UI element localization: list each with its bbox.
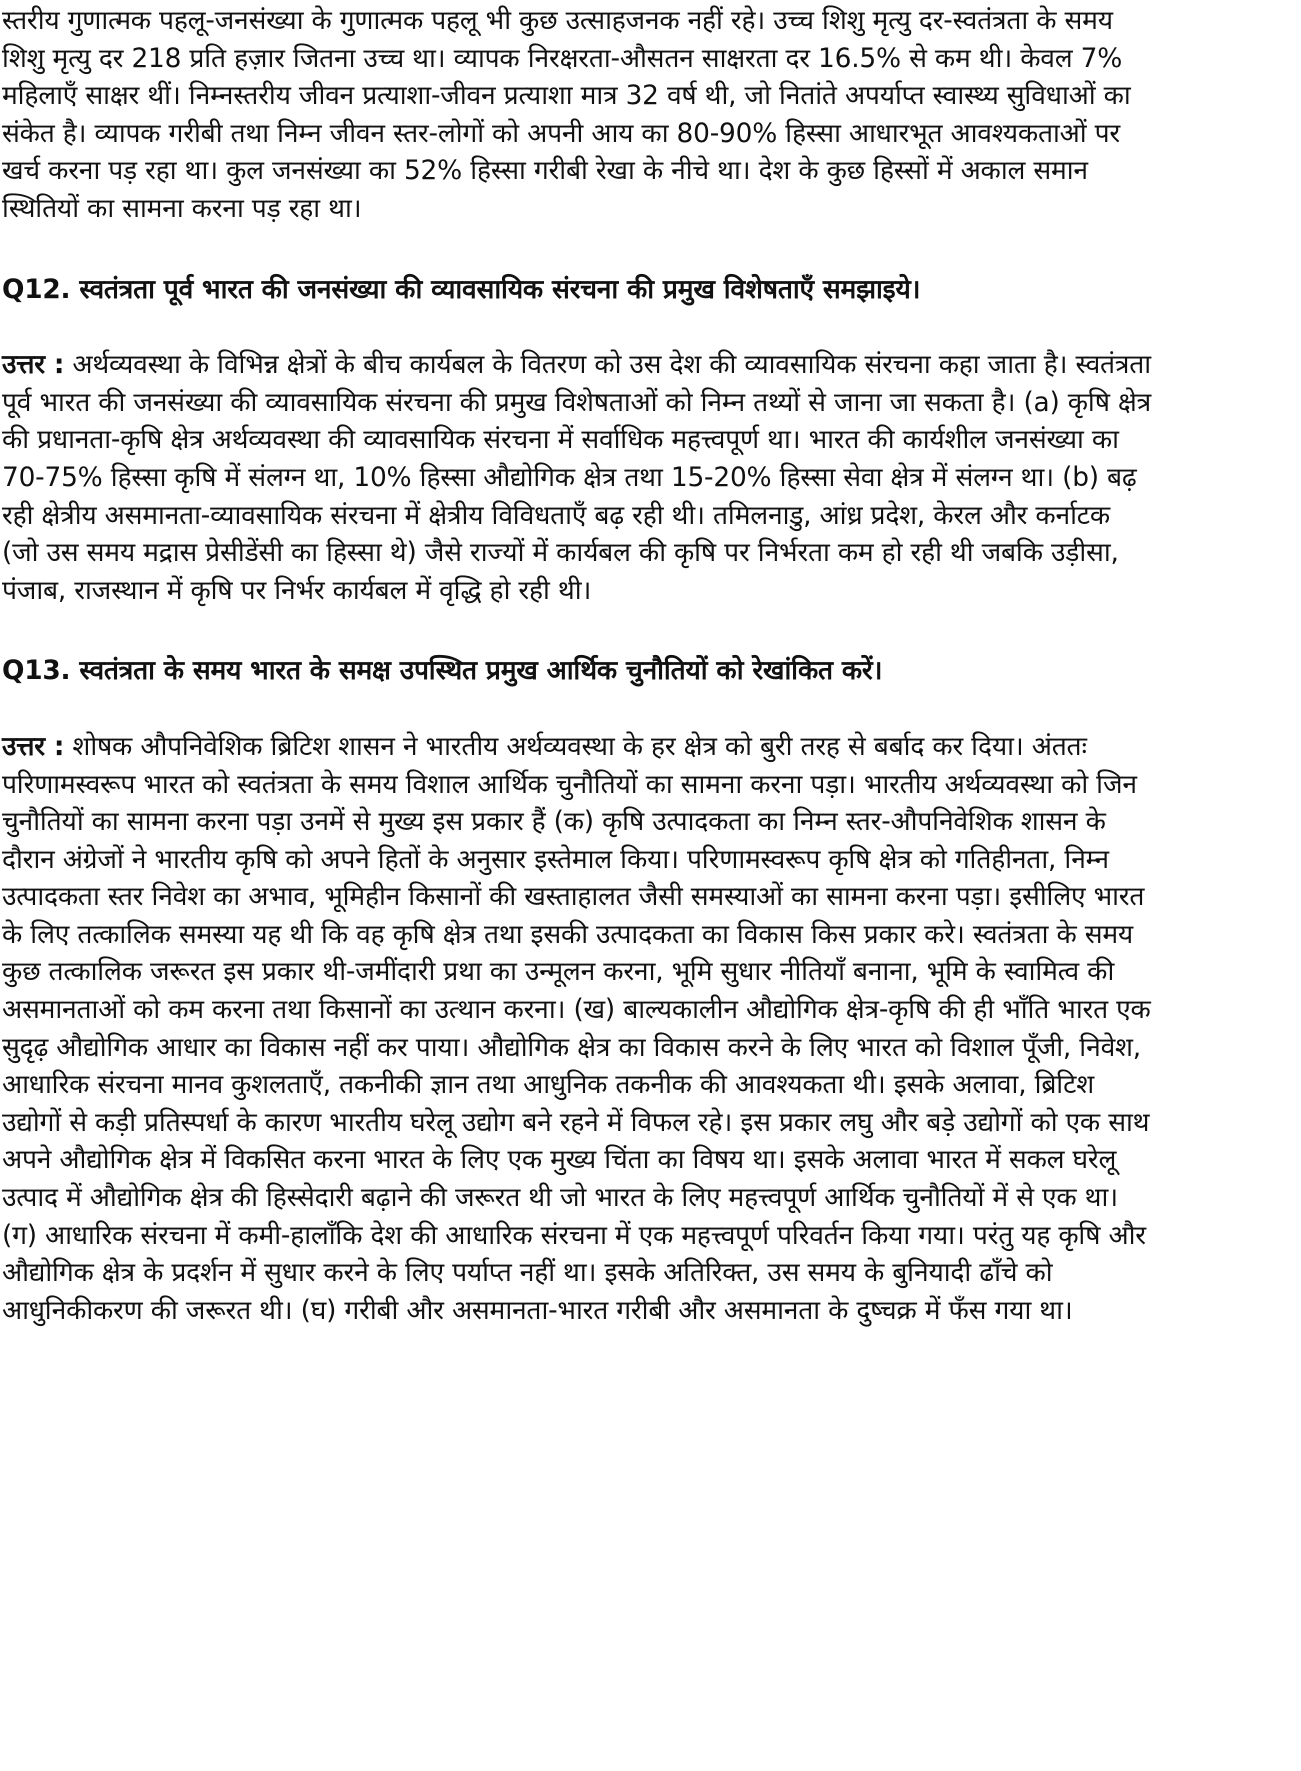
intro-paragraph: स्तरीय गुणात्मक पहलू-जनसंख्या के गुणात्मक पहलू भी कुछ उत्साहजनक नहीं रहे। उच्च शिशु मृत्यु दर-स्वतंत्रता के समय शिशु मृत्यु दर 218 प्रति हज़ार जितना उच्च था। व्यापक निरक्षरता-औसतन साक्षरता दर 16.5% से कम थी। केवल 7% महिलाएँ साक्षर थीं। निम्नस्तरीय जीवन प्रत्याशा-जीवन प्रत्याशा मात्र 32 वर्ष थी, जो नितांते अपर्याप्त स्वास्थ्य सुविधाओं का संकेत है। व्यापक गरीबी तथा निम्न जीवन स्तर-लोगों को अपनी आय का 80-90% हिस्सा आधारभूत आवश्यकताओं पर खर्च करना पड़ रहा था। कुल जनसंख्या का 52% हिस्सा गरीबी रेखा के नीचे था। देश के कुछ हिस्सों में अकाल समान स्थितियों का सामना करना पड़ रहा था। xyxy=(2,5,1131,224)
answer-12-paragraph xyxy=(2,346,1152,609)
answer-label: उत्तर : xyxy=(2,349,65,381)
question-12-heading: Q12. स्वतंत्रता पूर्व भारत की जनसंख्या की व्यावसायिक संरचना की प्रमुख विशेषताएँ समझाइये। xyxy=(2,273,921,305)
spacer xyxy=(2,228,1152,271)
answer-13-paragraph xyxy=(2,728,1152,1330)
answer-label: उत्तर : xyxy=(2,730,65,762)
spacer xyxy=(2,609,1152,652)
spacer xyxy=(2,308,1152,346)
spacer xyxy=(2,690,1152,728)
answer-13-text: शोषक औपनिवेशिक ब्रिटिश शासन ने भारतीय अर्थव्यवस्था के हर क्षेत्र को बुरी तरह से बर्बाद कर दिया। अंततः परिणामस्वरूप भारत को स्वतंत्रता के समय विशाल आर्थिक चुनौतियों का सामना करना पड़ा। भारतीय अर्थव्यवस्था को जिन चुनौतियों का सामना करना पड़ा उनमें से मुख्य इस प्रकार हैं (क) कृषि उत्पादकता का निम्न स्तर-औपनिवेशिक शासन के दौरान अंग्रेजों ने भारतीय कृषि को अपने हितों के अनुसार इस्तेमाल किया। परिणामस्वरूप कृषि क्षेत्र को गतिहीनता, निम्न उत्पादकता स्तर निवेश का अभाव, भूमिहीन किसानों की खस्ताहालत जैसी समस्याओं का सामना करना पड़ा। इसीलिए भारत के लिए तत्कालिक समस्या यह थी कि वह कृषि क्षेत्र तथा इसकी उत्पादकता का विकास किस प्रकार करे। स्वतंत्रता के समय कुछ तत्कालिक जरूरत इस प्रकार थी-जमींदारी प्रथा का उन्मूलन करना, भूमि सुधार नीतियाँ बनाना, भूमि के स्वामित्व की असमानताओं को कम करना तथा किसानों का उत्थान करना। (ख) बाल्यकालीन औद्योगिक क्षेत्र-कृषि की ही भाँति भारत एक सुदृढ़ औद्योगिक आधार का विकास नहीं कर पाया। औद्योगिक क्षेत्र का विकास करने के लिए भारत को विशाल पूँजी, निवेश, आधारिक संरचना मानव कुशलताएँ, तकनीकी ज्ञान तथा आधुनिक तकनीक की आवश्यकता थी। इसके अलावा, ब्रिटिश उद्योगों से कड़ी प्रतिस्पर्धा के कारण भारतीय घरेलू उद्योग बने रहने में विफल रहे। इस प्रकार लघु और बड़े उद्योगों को एक साथ अपने औद्योगिक क्षेत्र में विकसित करना भारत के लिए एक मुख्य चिंता का विषय था। इसके अलावा भारत में सकल घरेलू उत्पाद में औद्योगिक क्षेत्र की हिस्सेदारी बढ़ाने की जरूरत थी जो भारत के लिए महत्त्वपूर्ण आर्थिक चुनौतियों में से एक था। (ग) आधारिक संरचना में कमी-हालाँकि देश की आधारिक संरचना में एक महत्त्वपूर्ण परिवर्तन किया गया। परंतु यह कृषि और औद्योगिक क्षेत्र के प्रदर्शन में सुधार करने के लिए पर्याप्त नहीं था। इसके अतिरिक्त, उस समय के बुनियादी ढाँचे को आधुनिकीकरण की जरूरत थी। (घ) गरीबी और असमानता-भारत गरीबी और असमानता के दुष्चक्र में फँस गया था। xyxy=(2,730,1151,1326)
question-13-heading: Q13. स्वतंत्रता के समय भारत के समक्ष उपस्थित प्रमुख आर्थिक चुनौतियों को रेखांकित करें। xyxy=(2,655,883,687)
answer-12-text: अर्थव्यवस्था के विभिन्न क्षेत्रों के बीच कार्यबल के वितरण को उस देश की व्यावसायिक संरचना कहा जाता है। स्वतंत्रता पूर्व भारत की जनसंख्या की व्यावसायिक संरचना की प्रमुख विशेषताओं को निम्न तथ्यों से जाना जा सकता है। (a) कृषि क्षेत्र की प्रधानता-कृषि क्षेत्र अर्थव्यवस्था की व्यावसायिक संरचना में सर्वाधिक महत्त्वपूर्ण था। भारत की कार्यशील जनसंख्या का 70-75% हिस्सा कृषि में संलग्न था, 10% हिस्सा औद्योगिक क्षेत्र तथा 15-20% हिस्सा सेवा क्षेत्र में संलग्न था। (b) बढ़ रही क्षेत्रीय असमानता-व्यावसायिक संरचना में क्षेत्रीय विविधताएँ बढ़ रही थी। तमिलनाडु, आंध्र प्रदेश, केरल और कर्नाटक (जो उस समय मद्रास प्रेसीडेंसी का हिस्सा थे) जैसे राज्यों में कार्यबल की कृषि पर निर्भरता कम हो रही थी जबकि उड़ीसा, पंजाब, राजस्थान में कृषि पर निर्भर कार्यबल में वृद्धि हो रही थी। xyxy=(2,349,1152,606)
